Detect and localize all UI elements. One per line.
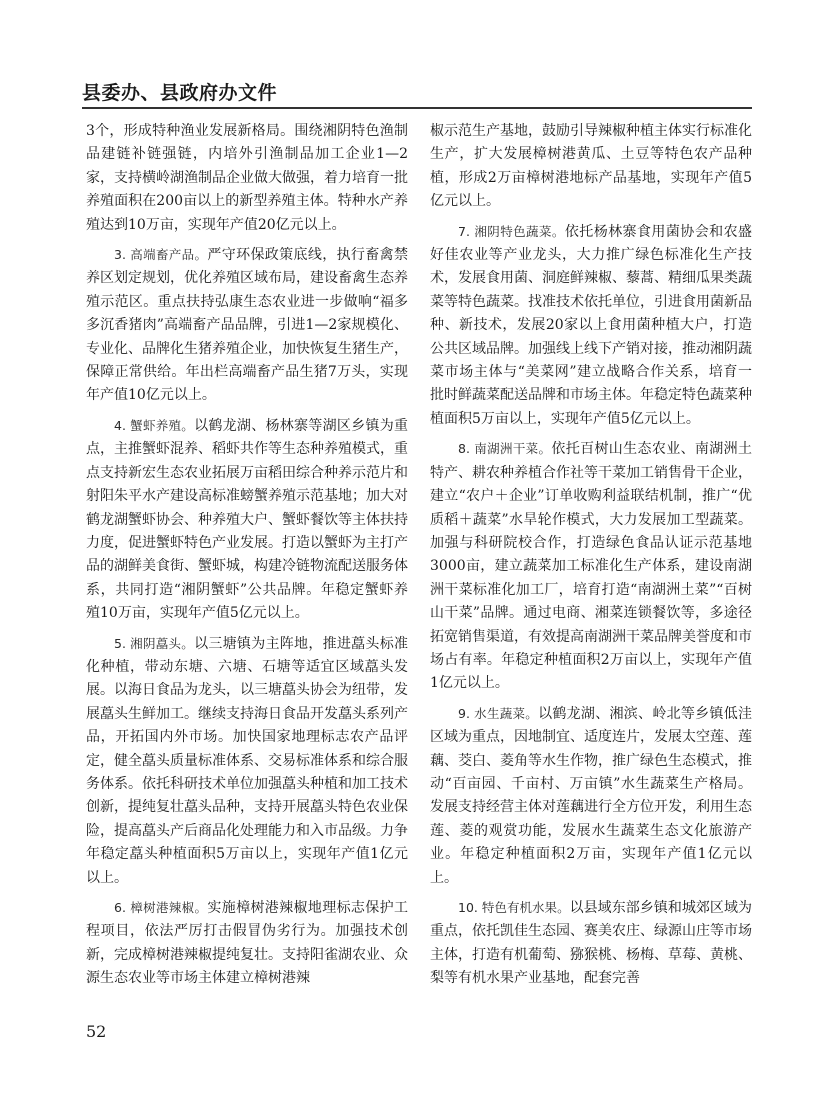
section-8-text: 依托百树山生态农业、南湖洲土特产、耕农种养植合作社等干菜加工销售骨干企业，建立“农户＋企业”订单收购利益联结机制，推广“优质稻＋蔬菜”水旱轮作模式，大力发展加工型蔬菜。加强与科研院校合作，打造绿色食品认证示范基地3000亩，建立蔬菜加工标准化生产体系，建设南湖洲干菜标准化加工厂，培育打造“南湖洲土菜”“百树山干菜”品牌。通过电商、湘菜连锁餐饮等，多途径拓宽销售渠道，有效提高南湖洲干菜品牌美誉度和市场占有率。年稳定种植面积2万亩以上，实现年产值1亿元以上。 — [430, 441, 753, 692]
header-divider — [82, 107, 752, 109]
section-8-title: 8. 南湖洲干菜。 — [458, 441, 552, 457]
section-5-title: 5. 湘阴藠头。 — [114, 635, 195, 651]
section-4-paragraph — [86, 414, 408, 626]
section-7-paragraph — [430, 220, 752, 432]
right-column — [430, 120, 752, 991]
section-5-text: 以三塘镇为主阵地，推进藠头标准化种植，带动东塘、六塘、石塘等适宜区域藠头发展。以海日食品为龙头，以三塘藠头协会为纽带，发展藠头生鲜加工。继续支持海日食品开发藠头系列产品，开拓国内外市场。加快国家地理标志农产品评定，健全藠头质量标准体系、交易标准体系和综合服务体系。依托科研技术单位加强藠头种植和加工技术创新，提纯复壮藠头品种，支持开展藠头特色农业保险，提高藠头产后商品化处理能力和入市品级。力争年稳定藠头种植面积5万亩以上，实现年产值1亿元以上。 — [86, 635, 408, 886]
section-10-title: 10. 特色有机水果。 — [458, 900, 570, 915]
section-6-title: 6. 樟树港辣椒。 — [114, 900, 208, 915]
section-9-text: 以鹤龙湖、湘滨、岭北等乡镇低洼区域为重点，因地制宜、适度连片，发展太空莲、莲藕、茭白、菱角等水生作物，推广绿色生态模式，推动“百亩园、千亩村、万亩镇”水生蔬菜生产格局。发展支持经营主体对莲藕进行全方位开发，利用生态莲、菱的观赏功能，发展水生蔬菜生态文化旅游产业。年稳定种植面积2万亩，实现年产值1亿元以上。 — [430, 705, 752, 886]
section-5-paragraph — [86, 632, 408, 890]
section-6-paragraph — [86, 896, 408, 991]
section-3-text: 严守环保政策底线，执行畜禽禁养区划定规划，优化养殖区域布局，建设畜禽生态养殖示范区。重点扶持弘康生态农业进一步做响“福多多沉香猪肉”高端畜产品品牌，引进1—2家规模化、专业化、品牌化生猪养殖企业，加快恢复生猪生产，保障正常供给。年出栏高端畜产品生猪7万头，实现年产值10亿元以上。 — [86, 247, 409, 404]
document-header-title: 县委办、县政府办文件 — [82, 82, 278, 104]
section-10-paragraph — [430, 896, 752, 991]
section-8-paragraph — [430, 437, 752, 695]
section-4-title: 4. 蟹虾养殖。 — [114, 417, 195, 433]
left-column — [86, 120, 408, 991]
section-4-text: 以鹤龙湖、杨林寨等湖区乡镇为重点，主推蟹虾混养、稻虾共作等生态种养殖模式，重点支持新宏生态农业拓展万亩稻田综合种养示范片和射阳朱平水产建设高标准螃蟹养殖示范基地；加大对鹤龙湖蟹虾协会、种养殖大户、蟹虾餐饮等主体扶持力度，促进蟹虾特色产业发展。打造以蟹虾为主打产品的湖鲜美食街、蟹虾城，构建冷链物流配送服务体系，共同打造“湘阴蟹虾”公共品牌。年稳定蟹虾养殖10万亩，实现年产值5亿元以上。 — [86, 417, 408, 622]
section-3-title: 3. 高端畜产品。 — [114, 247, 208, 263]
section-10-text: 以县域东部乡镇和城郊区域为重点，依托凯佳生态园、赛美农庄、绿源山庄等市场主体，打造有机葡萄、猕猴桃、杨梅、草莓、黄桃、梨等有机水果产业基地，配套完善 — [430, 900, 752, 987]
section-3-paragraph — [86, 243, 408, 408]
section-7-title: 7. 湘阴特色蔬菜。 — [458, 223, 565, 239]
paragraph-continuation: 椒示范生产基地，鼓励引导辣椒种植主体实行标准化生产，扩大发展樟树港黄瓜、土豆等特色农产品种植，形成2万亩樟树港地标产品基地，实现年产值5亿元以上。 — [430, 123, 752, 210]
page-number: 52 — [86, 1022, 107, 1041]
section-9-title: 9. 水生蔬菜。 — [458, 705, 539, 721]
section-7-text: 依托杨林寨食用菌协会和农盛好佳农业等产业龙头，大力推广绿色标准化生产技术，发展食用菌、洞庭鲜辣椒、藜蒿、精细瓜果类蔬菜等特色蔬菜。找准技术依托单位，引进食用菌新品种、新技术，发展20家以上食用菌种植大户，打造公共区域品牌。加强线上线下产销对接，推动湘阴蔬菜市场主体与“美菜网”建立战略合作关系，培育一批时鲜蔬菜配送品牌和市场主体。年稳定特色蔬菜种植面积5万亩以上，实现年产值5亿元以上。 — [430, 223, 752, 427]
paragraph-continuation: 3个，形成特种渔业发展新格局。围绕湘阴特色渔制品建链补链强链，内培外引渔制品加工企业1—2家，支持横岭湖渔制品企业做大做强，着力培育一批养殖面积在200亩以上的新型养殖主体。特种水产养殖达到10万亩，实现年产值20亿元以上。 — [86, 123, 408, 233]
section-6-text: 实施樟树港辣椒地理标志保护工程项目，依法严厉打击假冒伪劣行为。加强技术创新，完成樟树港辣椒提纯复壮。支持阳雀湖农业、众源生态农业等市场主体建立樟树港辣 — [86, 900, 409, 987]
section-9-paragraph — [430, 702, 752, 890]
